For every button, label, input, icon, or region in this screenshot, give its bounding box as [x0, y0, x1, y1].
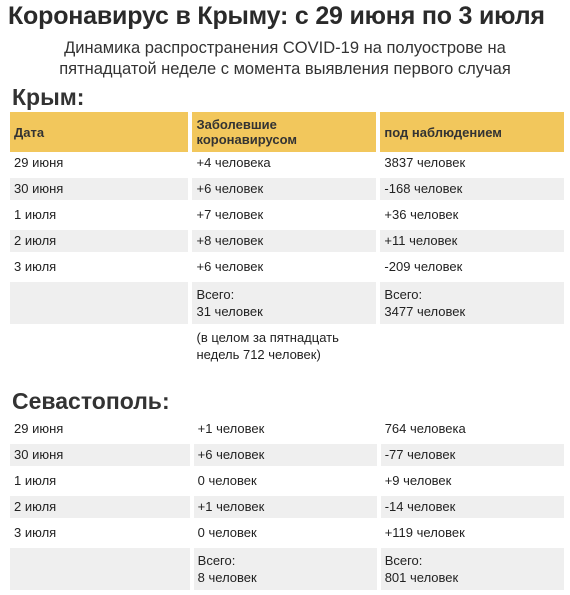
table-header-row: [10, 112, 564, 152]
cell-total-observed: [380, 282, 564, 324]
total-cases-value: 8 человек: [197, 570, 257, 585]
cell-cases: +6 человек: [192, 178, 380, 204]
cell-date: 29 июня: [10, 418, 194, 444]
table-row: [10, 418, 564, 444]
cell-observed: +11 человек: [380, 230, 564, 256]
cell-observed: 3837 человек: [380, 152, 564, 178]
cell-cases: +4 человека: [192, 152, 380, 178]
cell-cases: 0 человек: [194, 470, 381, 496]
total-label: Всего:: [197, 553, 236, 568]
cell-observed: -168 человек: [380, 178, 564, 204]
table-row: [10, 256, 564, 282]
subtitle-line-1: Динамика распространения COVID-19 на полуострове на: [64, 39, 506, 57]
cell-date: 2 июля: [10, 496, 194, 522]
crimea-table: [10, 112, 564, 363]
total-cases-value: 31 человек: [196, 304, 263, 319]
cell-empty: [10, 282, 192, 324]
cell-observed: -77 человек: [381, 444, 564, 470]
column-header-observed: под наблюдением: [380, 112, 564, 152]
note-line-2: недель 712 человек): [196, 347, 321, 362]
cell-date: 3 июля: [10, 256, 192, 282]
cell-observed: +119 человек: [381, 522, 564, 548]
cell-date: 30 июня: [10, 444, 194, 470]
cell-date: 29 июня: [10, 152, 192, 178]
total-label: Всего:: [384, 287, 423, 302]
table-row: [10, 522, 564, 548]
cell-observed: -209 человек: [380, 256, 564, 282]
cell-note: [192, 324, 380, 363]
column-header-date: Дата: [10, 112, 192, 152]
cell-empty: [10, 324, 192, 363]
cell-total-observed: [381, 548, 564, 590]
cell-cases: +8 человек: [192, 230, 380, 256]
cell-empty: [10, 548, 194, 590]
cell-observed: -14 человек: [381, 496, 564, 522]
column-header-cases: Заболевшие коронавирусом: [192, 112, 380, 152]
cell-cases: 0 человек: [194, 522, 381, 548]
cell-cases: +7 человек: [192, 204, 380, 230]
total-label: Всего:: [384, 553, 423, 568]
cell-observed: 764 человека: [381, 418, 564, 444]
cell-observed: +36 человек: [380, 204, 564, 230]
total-row: [10, 548, 564, 590]
cell-date: 3 июля: [10, 522, 194, 548]
table-row: [10, 204, 564, 230]
cell-cases: +1 человек: [194, 496, 381, 522]
cell-total-cases: [192, 282, 380, 324]
page-title: Коронавирус в Крыму: с 29 июня по 3 июля: [8, 2, 545, 30]
cell-cases: +6 человек: [192, 256, 380, 282]
table-row: [10, 230, 564, 256]
table-row: [10, 470, 564, 496]
cell-date: 30 июня: [10, 178, 192, 204]
cell-date: 2 июля: [10, 230, 192, 256]
cell-empty: [380, 324, 564, 363]
subtitle-line-2: пятнадцатой неделе с момента выявления первого случая: [59, 60, 511, 78]
total-observed-value: 3477 человек: [384, 304, 466, 319]
table-row: [10, 444, 564, 470]
note-line-1: (в целом за пятнадцать: [196, 330, 339, 345]
sevastopol-table: [10, 418, 564, 590]
table-row: [10, 496, 564, 522]
section-title-sevastopol: Севастополь:: [12, 388, 170, 414]
cell-observed: +9 человек: [381, 470, 564, 496]
note-row: [10, 324, 564, 363]
table-row: [10, 178, 564, 204]
cell-cases: +1 человек: [194, 418, 381, 444]
cell-date: 1 июля: [10, 470, 194, 496]
cell-total-cases: [194, 548, 381, 590]
table-row: [10, 152, 564, 178]
total-observed-value: 801 человек: [384, 570, 459, 585]
cell-date: 1 июля: [10, 204, 192, 230]
cell-cases: +6 человек: [194, 444, 381, 470]
total-label: Всего:: [196, 287, 235, 302]
section-title-crimea: Крым:: [12, 84, 85, 110]
page-subtitle: [0, 38, 570, 80]
total-row: [10, 282, 564, 324]
